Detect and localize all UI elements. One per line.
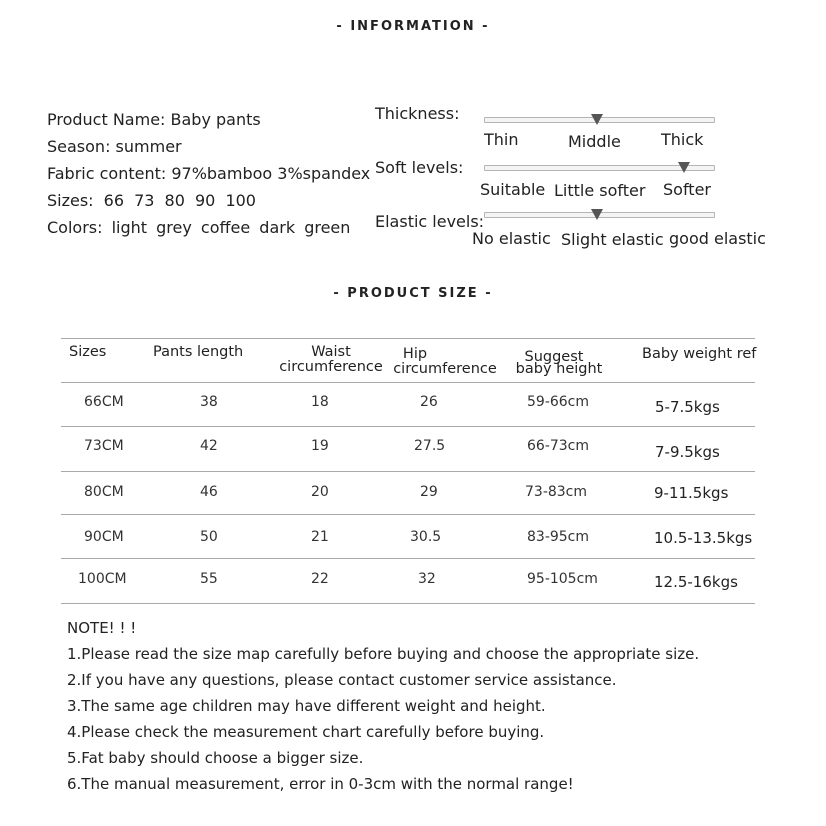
cell-waist: 20	[311, 484, 329, 500]
information-title: - INFORMATION -	[336, 19, 490, 34]
elastic-levels-marker-icon	[591, 209, 603, 220]
product-size-title: - PRODUCT SIZE -	[333, 286, 493, 301]
row-divider	[61, 426, 755, 427]
cell-weight: 5-7.5kgs	[655, 398, 720, 416]
cell-size: 73CM	[84, 438, 124, 454]
row-divider	[61, 471, 755, 472]
elastic-option-no: No elastic	[472, 229, 551, 248]
soft-levels-label: Soft levels:	[375, 158, 464, 177]
cell-weight: 12.5-16kgs	[654, 573, 738, 591]
cell-length: 50	[200, 529, 218, 545]
fabric-content: Fabric content: 97%bamboo 3%spandex	[47, 164, 371, 183]
notes-heading: NOTE! ! !	[67, 619, 137, 637]
cell-hip: 27.5	[414, 438, 446, 454]
cell-length: 46	[200, 484, 218, 500]
header-baby-weight: Baby weight ref	[642, 346, 757, 362]
header-suggest-line1: Suggest	[524, 349, 584, 365]
header-waist-line1: Waist	[311, 344, 351, 360]
cell-height: 66-73cm	[527, 438, 590, 454]
note-item: 2.If you have any questions, please contact customer service assistance.	[67, 671, 617, 689]
soft-option-suitable: Suitable	[480, 180, 546, 199]
table-top-rule	[61, 338, 755, 339]
elastic-option-slight: Slight elastic	[561, 230, 664, 249]
cell-size: 90CM	[84, 529, 124, 545]
cell-hip: 26	[420, 394, 438, 410]
row-divider	[61, 514, 755, 515]
header-pants-length: Pants length	[153, 344, 244, 360]
table-header-rule	[61, 382, 755, 383]
cell-hip: 32	[418, 571, 436, 587]
cell-size: 100CM	[78, 571, 127, 587]
header-waist-line2: circumference	[279, 359, 383, 375]
row-divider	[61, 558, 755, 559]
colors-list: Colors: light grey coffee dark green	[47, 218, 351, 237]
cell-weight: 10.5-13.5kgs	[654, 529, 753, 547]
thickness-option-middle: Middle	[568, 132, 621, 151]
note-item: 5.Fat baby should choose a bigger size.	[67, 749, 364, 767]
header-sizes: Sizes	[69, 344, 107, 360]
cell-waist: 21	[311, 529, 329, 545]
thickness-label: Thickness:	[375, 104, 460, 123]
cell-height: 73-83cm	[525, 484, 588, 500]
season: Season: summer	[47, 137, 182, 156]
note-item: 6.The manual measurement, error in 0-3cm with the normal range!	[67, 775, 574, 793]
header-hip-line1: Hip	[402, 346, 428, 362]
header-hip-line2: circumference	[393, 361, 497, 377]
thickness-option-thick: Thick	[661, 130, 704, 149]
cell-hip: 29	[420, 484, 438, 500]
elastic-option-good: good elastic	[669, 229, 766, 248]
elastic-levels-label: Elastic levels:	[375, 212, 485, 231]
sizes-list: Sizes: 66 73 80 90 100	[47, 191, 256, 210]
cell-waist: 18	[311, 394, 329, 410]
thickness-marker-icon	[591, 114, 603, 125]
note-item: 3.The same age children may have different weight and height.	[67, 697, 546, 715]
header-suggest-line2: baby height	[515, 361, 603, 377]
cell-length: 42	[200, 438, 218, 454]
product-name: Product Name: Baby pants	[47, 110, 261, 129]
soft-option-little-softer: Little softer	[554, 181, 646, 200]
thickness-option-thin: Thin	[484, 130, 519, 149]
cell-size: 66CM	[84, 394, 124, 410]
cell-waist: 19	[311, 438, 329, 454]
soft-levels-marker-icon	[678, 162, 690, 173]
cell-height: 95-105cm	[527, 571, 598, 587]
cell-length: 55	[200, 571, 218, 587]
cell-waist: 22	[311, 571, 329, 587]
soft-option-softer: Softer	[663, 180, 711, 199]
header-suggest-height	[516, 350, 603, 377]
cell-height: 59-66cm	[527, 394, 590, 410]
header-hip	[393, 347, 497, 377]
table-bottom-rule	[61, 603, 755, 604]
note-item: 4.Please check the measurement chart carefully before buying.	[67, 723, 545, 741]
note-item: 1.Please read the size map carefully before buying and choose the appropriate size.	[67, 645, 700, 663]
cell-height: 83-95cm	[527, 529, 590, 545]
cell-weight: 9-11.5kgs	[654, 484, 729, 502]
cell-length: 38	[200, 394, 218, 410]
cell-weight: 7-9.5kgs	[655, 443, 720, 461]
cell-size: 80CM	[84, 484, 124, 500]
cell-hip: 30.5	[410, 529, 442, 545]
